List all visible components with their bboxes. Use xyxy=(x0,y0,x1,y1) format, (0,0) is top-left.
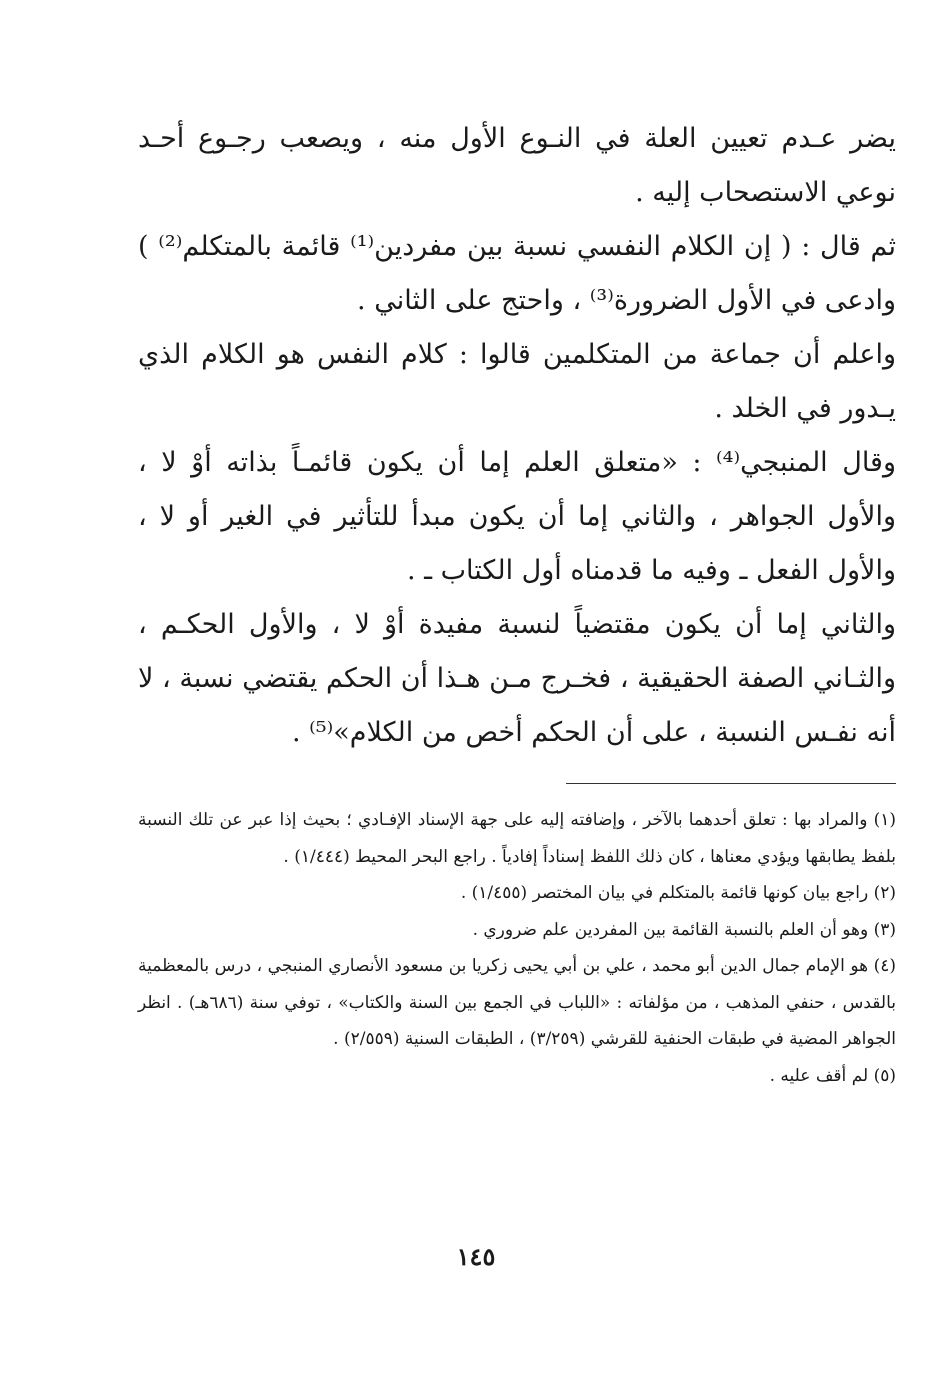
footnote-2: (٢) راجع بيان كونها قائمة بالمتكلم في بيان المختصر (١/٤٥٥) . xyxy=(460,883,896,903)
main-text xyxy=(138,112,896,760)
footnote-4: (٤) هو الإمام جمال الدين أبو محمد ، علي بن أبي يحيى زكريا بن مسعود الأنصاري المنبجي ، درس بالمعظمية بالقدس ، حنفي المذهب ، من مؤلفاته : «اللباب في الجمع بين السنة والكتاب» ، توفي سنة (٦٨٦هـ) . انظر الجواهر المضية في طبقات الحنفية للقرشي (٣/٢٥٩) ، الطبقات السنية (٢/٥٥٩) . xyxy=(138,956,896,1049)
footnote-separator xyxy=(566,783,896,784)
footnote-3: (٣) وهو أن العلم بالنسبة القائمة بين المفردين علم ضروري . xyxy=(472,919,896,940)
paragraph-3: واعلم أن جماعة من المتكلمين قالوا : كلام النفس هو الكلام الذي يـدور في الخلد . xyxy=(138,339,896,424)
footnote-5: (٥) لم أقف عليه . xyxy=(769,1065,896,1086)
page-number: ١٤٥ xyxy=(456,1242,496,1271)
footnotes xyxy=(138,802,896,1094)
paragraph-5: والثاني إما أن يكون مقتضياً لنسبة مفيدة أوْ لا ، والأول الحكـم ، والثـاني الصفة الحقيقية ، فخـرج مـن هـذا أن الحكم يقتضي نسبة ، لا أنه نفـس النسبة ، على أن الحكم أخص من الكلام»⁽⁵⁾ . xyxy=(138,609,896,748)
paragraph-1: يضر عـدم تعيين العلة في النـوع الأول منه ، ويصعب رجـوع أحـد نوعي الاستصحاب إليه . xyxy=(138,123,896,208)
paragraph-2: ثم قال : ( إن الكلام النفسي نسبة بين مفردين⁽¹⁾ قائمة بالمتكلم⁽²⁾ ) وادعى في الأول الضرورة⁽³⁾ ، واحتج على الثاني . xyxy=(138,231,896,316)
footnote-1: (١) والمراد بها : تعلق أحدهما بالآخر ، وإضافته إليه على جهة الإسناد الإفـادي ؛ بحيث إذا عبر عن تلك النسبة بلفظ يطابقها ويؤدي معناها ، كان ذلك اللفظ إسناداً إفادياً . راجع البحر المحيط (١/٤٤٤) . xyxy=(138,810,896,867)
paragraph-4: وقال المنبجي⁽⁴⁾ : «متعلق العلم إما أن يكون قائمـاً بذاته أوْ لا ، والأول الجواهر ، والثاني إما أن يكون مبدأ للتأثير في الغير أو لا ، والأول الفعل ـ وفيه ما قدمناه أول الكتاب ـ . xyxy=(138,447,896,586)
